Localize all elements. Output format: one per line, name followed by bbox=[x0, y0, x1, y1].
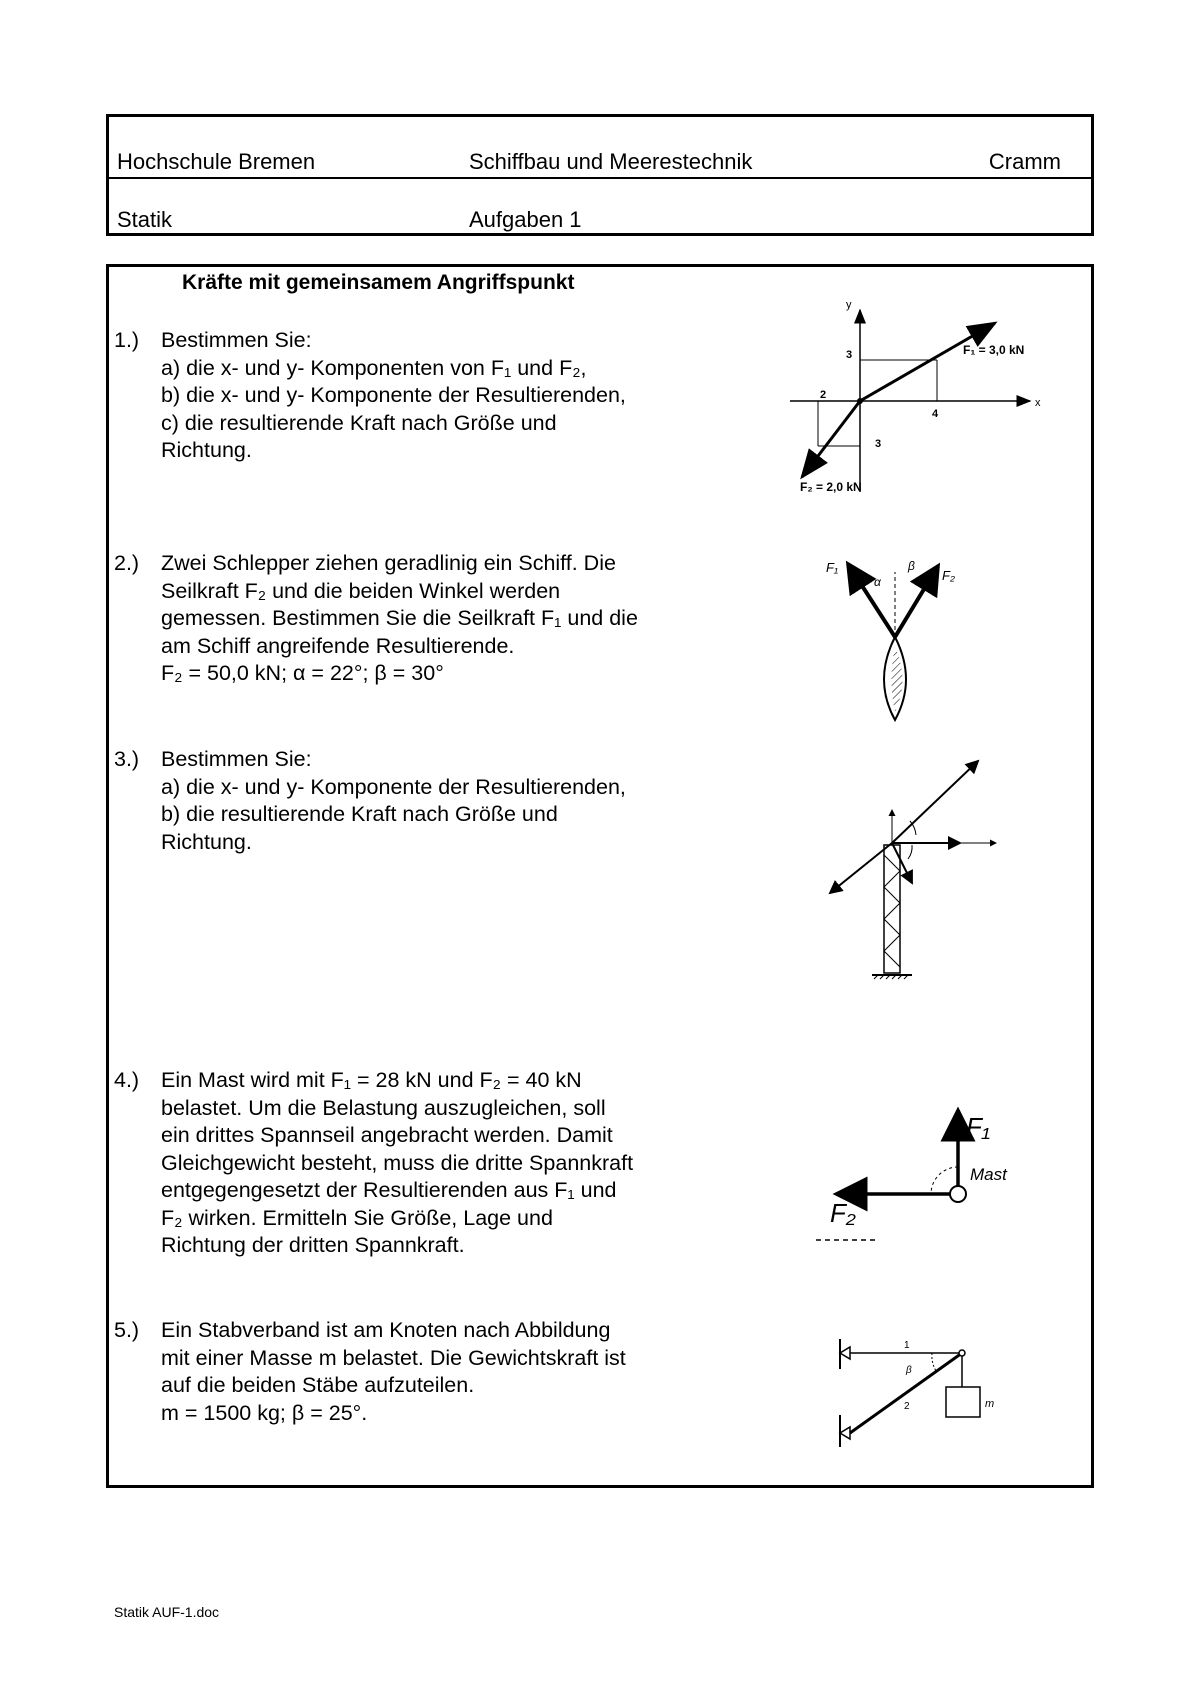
task-line: am Schiff angreifende Resultierende. bbox=[161, 633, 515, 658]
rope-force-f2 bbox=[895, 566, 938, 637]
task-line: Gleichgewicht besteht, muss die dritte Spannkraft bbox=[161, 1150, 634, 1175]
force-f1-arrow bbox=[860, 323, 995, 401]
task-text bbox=[161, 1067, 761, 1260]
task-line: gemessen. Bestimmen Sie die Seilkraft F₁ und die bbox=[161, 606, 638, 630]
f2-label: F₂ bbox=[942, 568, 955, 583]
task-line: Bestimmen Sie: bbox=[161, 328, 312, 352]
task-line: Ein Stabverband ist am Knoten nach Abbildung bbox=[161, 1318, 611, 1342]
task-text bbox=[161, 327, 761, 465]
f1-label: F₁ bbox=[826, 560, 839, 575]
figure-2-tug-diagram bbox=[820, 552, 970, 732]
angle-arc bbox=[908, 845, 912, 859]
task-line: Ein Mast wird mit F₁ = 28 kN und F₂ = 40 kN bbox=[161, 1068, 582, 1092]
bar-2-label: 2 bbox=[904, 1401, 910, 1412]
task-line: Zwei Schlepper ziehen geradlinig ein Schiff. Die bbox=[161, 551, 616, 575]
task-line: c) die resultierende Kraft nach Größe und bbox=[161, 410, 557, 435]
subject: Statik bbox=[117, 207, 173, 232]
header-table bbox=[106, 114, 1094, 236]
task-line: Bestimmen Sie: bbox=[161, 747, 312, 771]
hinge-support bbox=[840, 1347, 850, 1359]
beta-label: β bbox=[906, 1365, 912, 1376]
node bbox=[959, 1350, 965, 1356]
lattice-bracing bbox=[884, 855, 900, 967]
task-line: m = 1500 kg; β = 25°. bbox=[161, 1400, 368, 1425]
task-line: b) die x- und y- Komponente der Resultierenden, bbox=[161, 383, 626, 407]
task-text bbox=[161, 746, 761, 856]
mass-label: m bbox=[985, 1398, 995, 1410]
figure-5-bar-frame bbox=[820, 1325, 1010, 1455]
alpha-label: α bbox=[874, 575, 881, 589]
figure-3-mast-forces bbox=[820, 755, 1010, 985]
task-number: 2.) bbox=[114, 551, 140, 575]
task-line: auf die beiden Stäbe aufzuteilen. bbox=[161, 1373, 475, 1397]
f2-label: F₂ = 2,0 kN bbox=[800, 480, 862, 494]
task-number: 4.) bbox=[114, 1068, 140, 1092]
beta-label: β bbox=[908, 559, 915, 573]
task-line: mit einer Masse m belastet. Die Gewichtskraft ist bbox=[161, 1345, 626, 1370]
dim-label: 4 bbox=[932, 408, 939, 420]
header-row-2 bbox=[109, 177, 1091, 237]
dim-label: 2 bbox=[820, 389, 827, 401]
task-line: Richtung. bbox=[161, 438, 252, 462]
f2-label: F₂ bbox=[830, 1198, 856, 1228]
header-row-1 bbox=[109, 117, 1091, 179]
institution: Hochschule Bremen bbox=[117, 149, 316, 174]
task-line: Richtung der dritten Spannkraft. bbox=[161, 1233, 465, 1257]
task-number: 3.) bbox=[114, 747, 140, 771]
force-arrow bbox=[830, 843, 892, 893]
task-line: F₂ wirken. Ermitteln Sie Größe, Lage und bbox=[161, 1205, 553, 1230]
task-line: ein drittes Spannseil angebracht werden. Damit bbox=[161, 1123, 613, 1147]
author: Cramm bbox=[988, 149, 1061, 174]
task-number: 5.) bbox=[114, 1318, 140, 1342]
task-line: belastet. Um die Belastung auszugleichen, soll bbox=[161, 1095, 606, 1120]
origin-point bbox=[857, 398, 863, 404]
task-line: F₂ = 50,0 kN; α = 22°; β = 30° bbox=[161, 661, 444, 685]
f1-label: F₁ bbox=[966, 1112, 991, 1142]
x-axis-label: x bbox=[1035, 397, 1041, 409]
mast-node bbox=[950, 1186, 966, 1202]
mass-block bbox=[946, 1387, 980, 1417]
task-text bbox=[161, 1317, 761, 1427]
task-line: entgegengesetzt der Resultierenden aus F₁ und bbox=[161, 1178, 617, 1202]
sheet-title: Aufgaben 1 bbox=[469, 207, 582, 232]
task-line: Seilkraft F₂ und die beiden Winkel werden bbox=[161, 578, 561, 603]
bar-1-label: 1 bbox=[904, 1340, 910, 1351]
hinge-support bbox=[840, 1427, 850, 1439]
force-arrow bbox=[892, 843, 912, 883]
force-arrow bbox=[892, 761, 978, 843]
task-line: Richtung. bbox=[161, 829, 252, 854]
task-line: a) die x- und y- Komponenten von F₁ und F₂, bbox=[161, 355, 587, 380]
figure-1-force-diagram bbox=[780, 292, 1050, 498]
dim-label: 3 bbox=[846, 349, 853, 361]
force-f2-arrow bbox=[802, 401, 860, 477]
y-axis-label: y bbox=[846, 299, 852, 311]
task-number: 1.) bbox=[114, 328, 140, 352]
dim-label: 3 bbox=[875, 438, 882, 450]
department: Schiffbau und Meerestechnik bbox=[469, 149, 753, 174]
section-title: Kräfte mit gemeinsamem Angriffspunkt bbox=[182, 271, 575, 294]
mast-label: Mast bbox=[970, 1165, 1007, 1184]
f1-label: F₁ = 3,0 kN bbox=[963, 343, 1025, 357]
task-line: b) die resultierende Kraft nach Größe und bbox=[161, 802, 558, 826]
footer-filename: Statik AUF-1.doc bbox=[114, 1604, 220, 1620]
figure-4-mast-top-view bbox=[800, 1100, 1030, 1250]
rope-force-f1 bbox=[848, 564, 895, 637]
angle-arc bbox=[932, 1353, 936, 1371]
task-line: a) die x- und y- Komponente der Resultierenden, bbox=[161, 774, 626, 799]
task-text bbox=[161, 550, 761, 688]
